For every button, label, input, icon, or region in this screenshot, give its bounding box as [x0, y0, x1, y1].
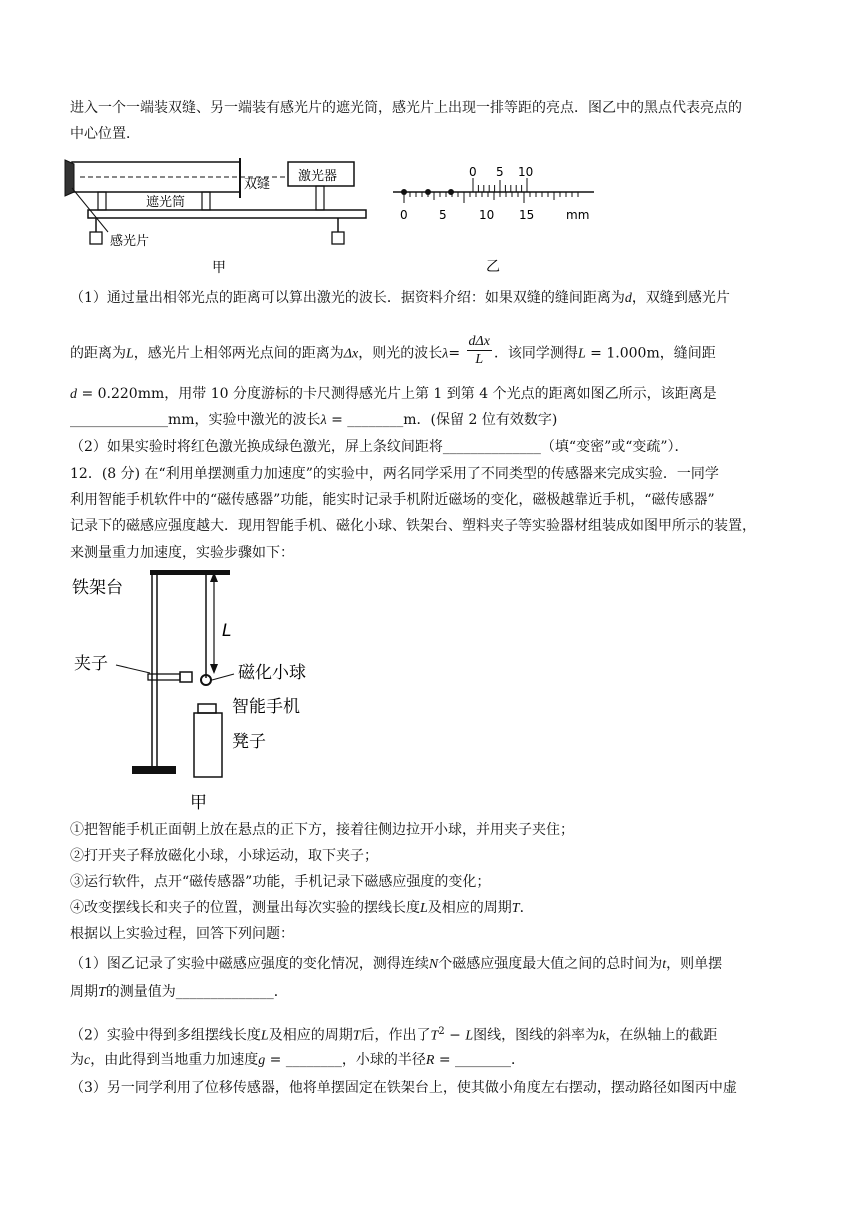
q12-sub-1-line-2	[70, 982, 288, 1003]
text: 及相应的周期	[268, 1027, 353, 1044]
var-L: L	[420, 901, 428, 916]
var-lambda: λ	[320, 413, 327, 428]
text: 图线，图线的斜率为	[473, 1027, 600, 1044]
step-4	[70, 898, 534, 919]
vernier-scale-ticks	[473, 178, 527, 192]
text: 及相应的周期	[427, 900, 512, 916]
var-L: L	[260, 1028, 269, 1044]
text: 的距离为	[70, 345, 126, 362]
label-tiejiatai: 铁架台	[72, 578, 123, 598]
text: = ________m．(保留 2 位有效数字)	[326, 412, 558, 428]
var-d: d	[70, 387, 77, 402]
main-label-0: 0	[400, 208, 408, 222]
text: 周期	[70, 984, 98, 1000]
label-shuangfeng: 双缝	[244, 177, 271, 192]
text: 为	[70, 1052, 84, 1068]
var-T: T	[511, 901, 520, 916]
var-L: L	[577, 346, 586, 362]
label-jiazi: 夹子	[74, 654, 108, 674]
text: 个磁感应强度最大值之间的总时间为	[438, 956, 663, 972]
text: ④改变摆线长和夹子的位置，测量出每次实验的摆线长度	[70, 900, 420, 916]
text: = ________．	[434, 1052, 526, 1068]
var-T: T	[352, 1028, 361, 1044]
q12-sub-3: （3）另一同学利用了位移传感器，他将单摆固定在铁架台上，使其做小角度左右摆动，摆动路径如图丙中虚	[70, 1080, 737, 1096]
caption-yi: 乙	[486, 259, 500, 275]
label-zhinengshouji: 智能手机	[232, 697, 300, 717]
fraction-denominator: L	[475, 352, 484, 367]
figure-pendulum-setup	[66, 566, 346, 816]
var-T: T	[430, 1028, 439, 1044]
text: ，感光片上相邻两光点间的距离为	[133, 345, 344, 362]
var-c: c	[84, 1053, 91, 1068]
var-lambda: λ	[442, 346, 449, 362]
text: ．该同学测得	[493, 345, 578, 362]
fraction-numerator: dΔx	[468, 334, 490, 349]
var-L: L	[465, 1028, 474, 1044]
main-label-10: 10	[479, 208, 495, 222]
superscript-2: 2	[438, 1026, 445, 1037]
bright-spot-1	[401, 189, 407, 195]
caption-jia-1: 甲	[212, 260, 226, 275]
caption-jia-2: 甲	[190, 793, 207, 813]
main-label-5: 5	[439, 208, 447, 222]
figure-vernier-caliper	[388, 158, 608, 276]
q12-sub-2-line-2	[70, 1050, 525, 1071]
var-d: d	[624, 291, 632, 306]
q12-line-3: 记录下的磁感应强度越大．现用智能手机、磁化小球、铁架台、塑料夹子等实验器材组装成如图甲所示的装置，	[70, 518, 756, 534]
intro-line-1: 进入一个一端装双缝、另一端装有感光片的遮光筒，感光片上出现一排等距的亮点．图乙中的黑点代表亮点的	[70, 100, 742, 116]
value-d: = 0.220mm	[77, 386, 165, 402]
intro-line-2: 中心位置．	[70, 126, 140, 142]
var-N: N	[428, 957, 439, 972]
q12-sub-1-line-1	[70, 954, 722, 975]
label-jiguangqi: 激光器	[298, 169, 338, 184]
step-3: ③运行软件，点开“磁传感器”功能，手机记录下磁感应强度的变化；	[70, 874, 491, 890]
text: （1）通过量出相邻光点的距离可以算出激光的波长．据资料介绍：如果双缝的缝间距离为	[70, 290, 625, 306]
text: （2）实验中得到多组摆线长度	[70, 1027, 261, 1044]
vernier-label-0: 0	[469, 165, 477, 179]
q12-line-4: 来测量重力加速度，实验步骤如下：	[70, 545, 294, 561]
text: ，则单摆	[666, 956, 723, 972]
q11-para-3	[70, 384, 717, 405]
text: ，由此得到当地重力加速度	[90, 1052, 259, 1068]
var-L: L	[126, 346, 134, 362]
main-label-15: 15	[519, 208, 535, 222]
text: ，缝间距	[659, 345, 716, 362]
unit-label: mm	[566, 208, 590, 222]
q12-sub-2-line-1	[70, 1022, 717, 1047]
text: =	[448, 345, 461, 362]
label-L: L	[222, 621, 232, 641]
q12-line-1: 12．(8 分) 在“利用单摆测重力加速度”的实验中，两名同学采用了不同类型的传感器来完成实验．一同学	[70, 466, 719, 482]
step-2: ②打开夹子释放磁化小球，小球运动，取下夹子；	[70, 848, 378, 864]
text: ______________mm，实验中激光的波长	[70, 412, 321, 428]
var-k: k	[599, 1028, 606, 1044]
text: = ________，小球的半径	[265, 1052, 426, 1068]
figure-double-slit-apparatus	[60, 150, 380, 275]
vernier-label-5: 5	[496, 165, 504, 179]
step-1: ①把智能手机正面朝上放在悬点的正下方，接着往侧边拉开小球，并用夹子夹住；	[70, 822, 574, 838]
fraction-formula	[467, 334, 492, 369]
q12-line-2: 利用智能手机软件中的“磁传感器”功能，能实时记录手机附近磁场的变化，磁极越靠近手机，“磁传感器”	[70, 492, 715, 508]
label-cihuaxiaoqiu: 磁化小球	[238, 663, 306, 683]
text: ，双缝到感光片	[631, 290, 730, 306]
label-dengzi: 凳子	[232, 732, 266, 752]
text: 后，作出了	[360, 1027, 431, 1044]
vernier-label-10: 10	[518, 165, 534, 179]
var-dx: Δx	[343, 346, 359, 362]
label-ganguangpian: 感光片	[110, 234, 150, 249]
var-t: t	[662, 957, 667, 972]
var-g: g	[258, 1053, 266, 1068]
var-T: T	[98, 985, 106, 1000]
answer-intro: 根据以上实验过程，回答下列问题：	[70, 926, 294, 942]
label-zheguangtong: 遮光筒	[146, 195, 186, 210]
text: （1）图乙记录了实验中磁感应强度的变化情况，测得连续	[70, 956, 429, 972]
q11-para-1	[70, 288, 730, 309]
q11-para-2	[70, 336, 716, 371]
text: 的测量值为______________．	[105, 984, 288, 1000]
text: ，则光的波长	[358, 345, 443, 362]
text: ，用带 10 分度游标的卡尺测得感光片上第 1 到第 4 个光点的距离如图乙所示，该距离是	[164, 386, 717, 402]
q11-para-4	[70, 410, 557, 431]
minus-sign: −	[444, 1027, 466, 1044]
var-R: R	[425, 1053, 435, 1068]
text: ，在纵轴上的截距	[605, 1027, 718, 1044]
text: ．	[519, 900, 534, 916]
q11-sub-2: （2）如果实验时将红色激光换成绿色激光，屏上条纹间距将______________（填“变密”或“变疏”）．	[70, 439, 689, 455]
bright-spot-2	[425, 189, 431, 195]
bright-spot-3	[448, 189, 454, 195]
value-L: = 1.000m	[585, 345, 660, 362]
